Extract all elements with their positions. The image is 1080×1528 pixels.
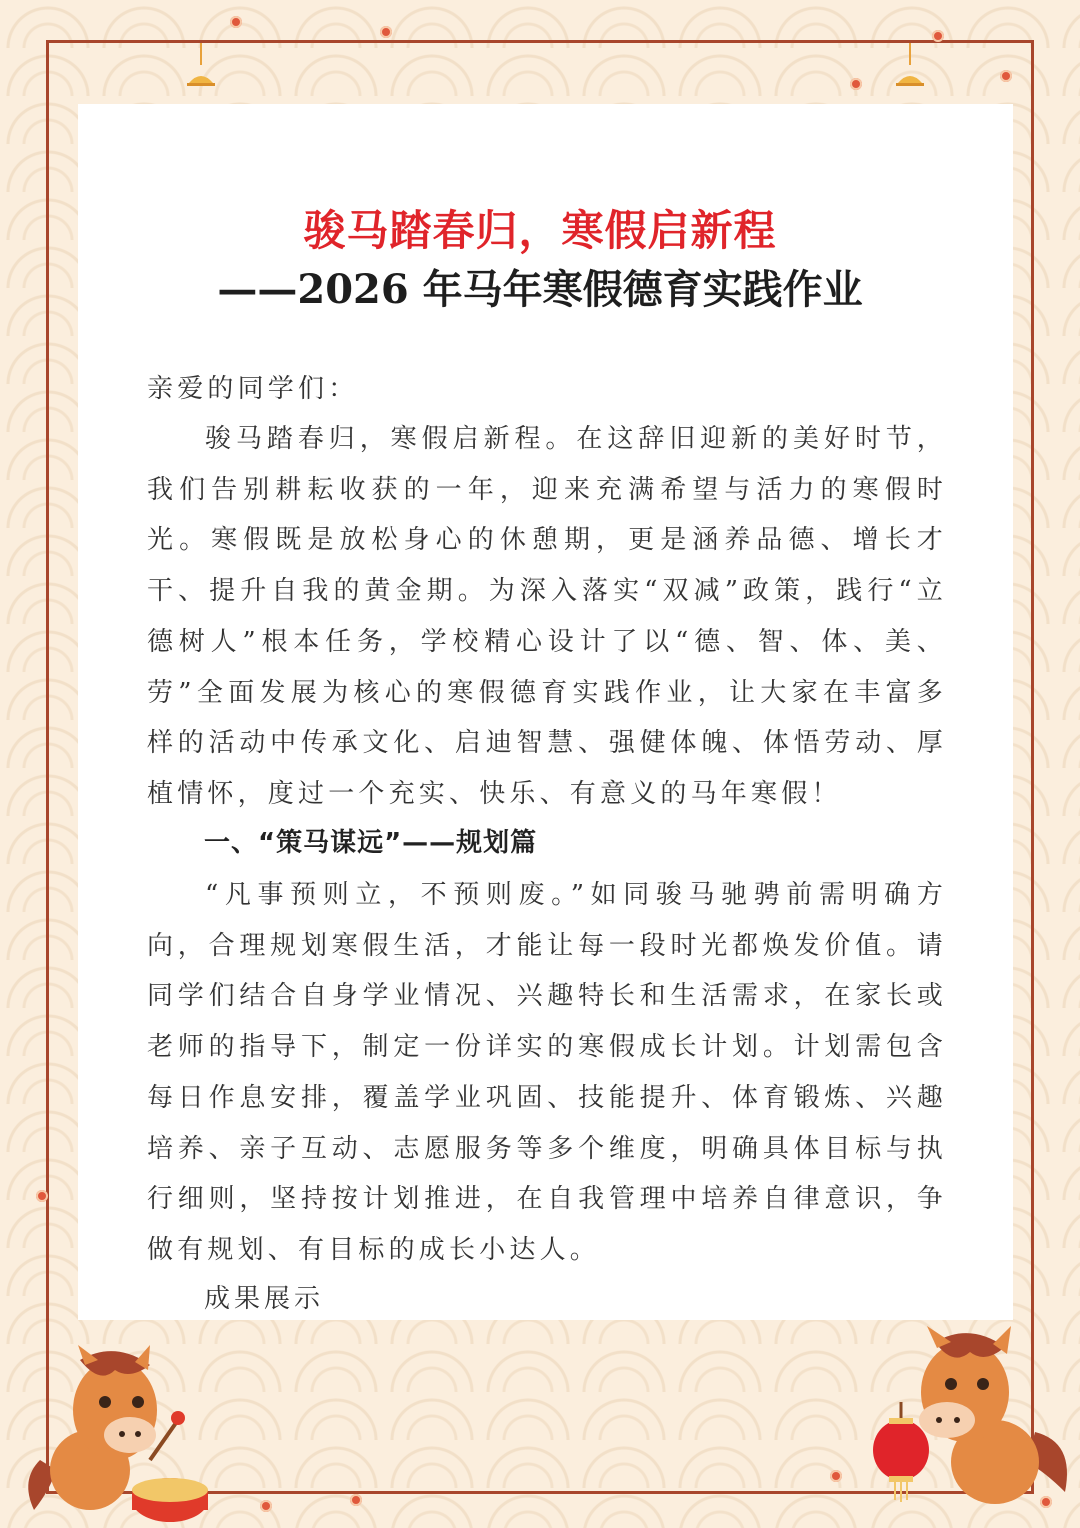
results-label: 成果展示 <box>204 1284 325 1314</box>
plum-blossom-icon <box>260 1500 272 1512</box>
plum-blossom-icon <box>36 1190 48 1202</box>
document-title: 骏马踏春归，寒假启新程 <box>303 206 777 255</box>
frame-corner-top-left <box>46 40 86 80</box>
document-subtitle: ——2026 年马年寒假德育实践作业 <box>217 266 863 313</box>
lantern-icon <box>892 43 928 87</box>
section-1-heading: 一、“策马谋远”——规划篇 <box>204 828 538 858</box>
plum-blossom-icon <box>932 30 944 42</box>
greeting: 亲爱的同学们： <box>147 374 359 404</box>
plum-blossom-icon <box>380 26 392 38</box>
plum-blossom-icon <box>1000 70 1012 82</box>
horse-drum-illustration <box>20 1340 210 1525</box>
plum-blossom-icon <box>850 78 862 90</box>
lantern-icon <box>183 43 219 87</box>
plum-blossom-icon <box>350 1494 362 1506</box>
section-1-paragraph: “凡事预则立，不预则废。”如同骏马驰骋前需明确方向，合理规划寒假生活，才能让每一段时光都焕发价值。请同学们结合自身学业情况、兴趣特长和生活需求，在家长或老师的指导下，制定一份详实的寒假成长计划。计划需包含每日作息安排，覆盖学业巩固、技能提升、体育锻炼、兴趣培养、亲子互动、志愿服务等多个维度，明确具体目标与执行细则，坚持按计划推进，在自我管理中培养自律意识，争做有规划、有目标的成长小达人。 <box>147 880 947 1265</box>
plum-blossom-icon <box>230 16 242 28</box>
plum-blossom-icon <box>830 1470 842 1482</box>
intro-paragraph: 骏马踏春归，寒假启新程。在这辞旧迎新的美好时节，我们告别耕耘收获的一年，迎来充满希望与活力的寒假时光。寒假既是放松身心的休憩期，更是涵养品德、增长才干、提升自我的黄金期。为深入落实“双减”政策，践行“立德树人”根本任务，学校精心设计了以“德、智、体、美、劳”全面发展为核心的寒假德育实践作业，让大家在丰富多样的活动中传承文化、启迪智慧、强健体魄、体悟劳动、厚植情怀，度过一个充实、快乐、有意义的马年寒假！ <box>147 424 947 809</box>
horse-lantern-illustration <box>865 1322 1075 1522</box>
